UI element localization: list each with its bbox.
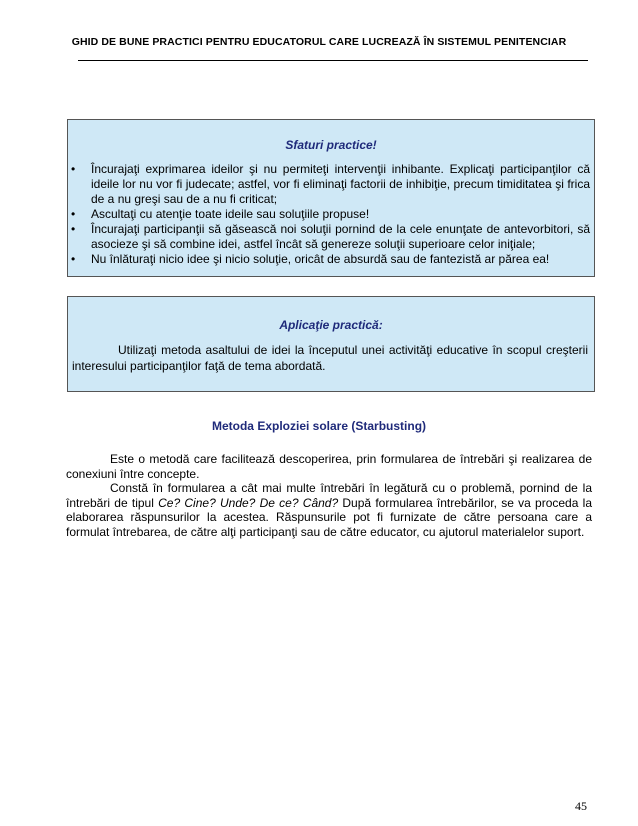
tips-box (67, 119, 595, 277)
bullet-icon: • (71, 252, 76, 266)
application-box-title: Aplicaţie practică: (279, 318, 383, 332)
tips-list (68, 162, 594, 267)
section-title: Metoda Exploziei solare (Starbusting) (211, 419, 427, 433)
application-box (67, 296, 595, 392)
tips-list-item (68, 207, 594, 222)
tips-item-text: Încurajaţi exprimarea ideilor şi nu permiteţi intervenţii inhibante. Explicaţi participanţilor că ideile lor nu vor fi judecate; astfel, vor fi eliminaţi factorii de inhibiţie, precum timiditatea şi frica de a nu greşi sau de a nu fi criticat; (91, 162, 590, 206)
page-number: 45 (575, 799, 587, 813)
running-header: GHID DE BUNE PRACTICI PENTRU EDUCATORUL CARE LUCREAZĂ ÎN SISTEMUL PENITENCIAR (71, 36, 567, 48)
tips-item-text: Încurajaţi participanţii să găsească noi soluţii pornind de la cele enunţate de antevorbitori, să asocieze şi să combine idei, astfel încât să genereze soluţii superioare celor iniţiale; (91, 222, 590, 251)
body-text-segment: După formularea întrebărilor, se va proceda la elaborarea răspunsurilor la acestea. Răspunsurile pot fi furnizate de către persoana care a formulat întrebarea, de către alţi participanţi sau de către educator, cu ajutorul materialelor suport. (66, 495, 592, 539)
bullet-icon: • (71, 222, 76, 236)
section-body (66, 452, 592, 540)
header-divider (78, 60, 588, 61)
body-paragraph: Este o metodă care facilitează descoperirea, prin formularea de întrebări şi realizarea de conexiuni între concepte. (66, 452, 592, 481)
bullet-icon: • (71, 207, 76, 221)
bullet-icon: • (71, 162, 76, 176)
tips-box-title: Sfaturi practice! (285, 138, 377, 152)
body-text-segment: Constă în formularea a cât mai multe întrebări în legătură cu o problemă, pornind de la întrebări de tipul (66, 481, 592, 510)
body-paragraph (66, 481, 592, 539)
tips-item-text: Ascultaţi cu atenţie toate ideile sau soluţiile propuse! (91, 207, 370, 221)
tips-list-item (68, 252, 594, 267)
tips-list-item (68, 222, 594, 252)
tips-item-text: Nu înlăturaţi nicio idee şi nicio soluţie, oricât de absurdă sau de fantezistă ar părea ea! (91, 252, 550, 266)
question-words: Ce? Cine? Unde? De ce? Când? (158, 495, 339, 510)
application-box-text: Utilizaţi metoda asaltului de idei la începutul unei activităţi educative în scopul creşterii interesului participanţilor faţă de tema abordată. (72, 343, 588, 373)
tips-list-item (68, 162, 594, 207)
